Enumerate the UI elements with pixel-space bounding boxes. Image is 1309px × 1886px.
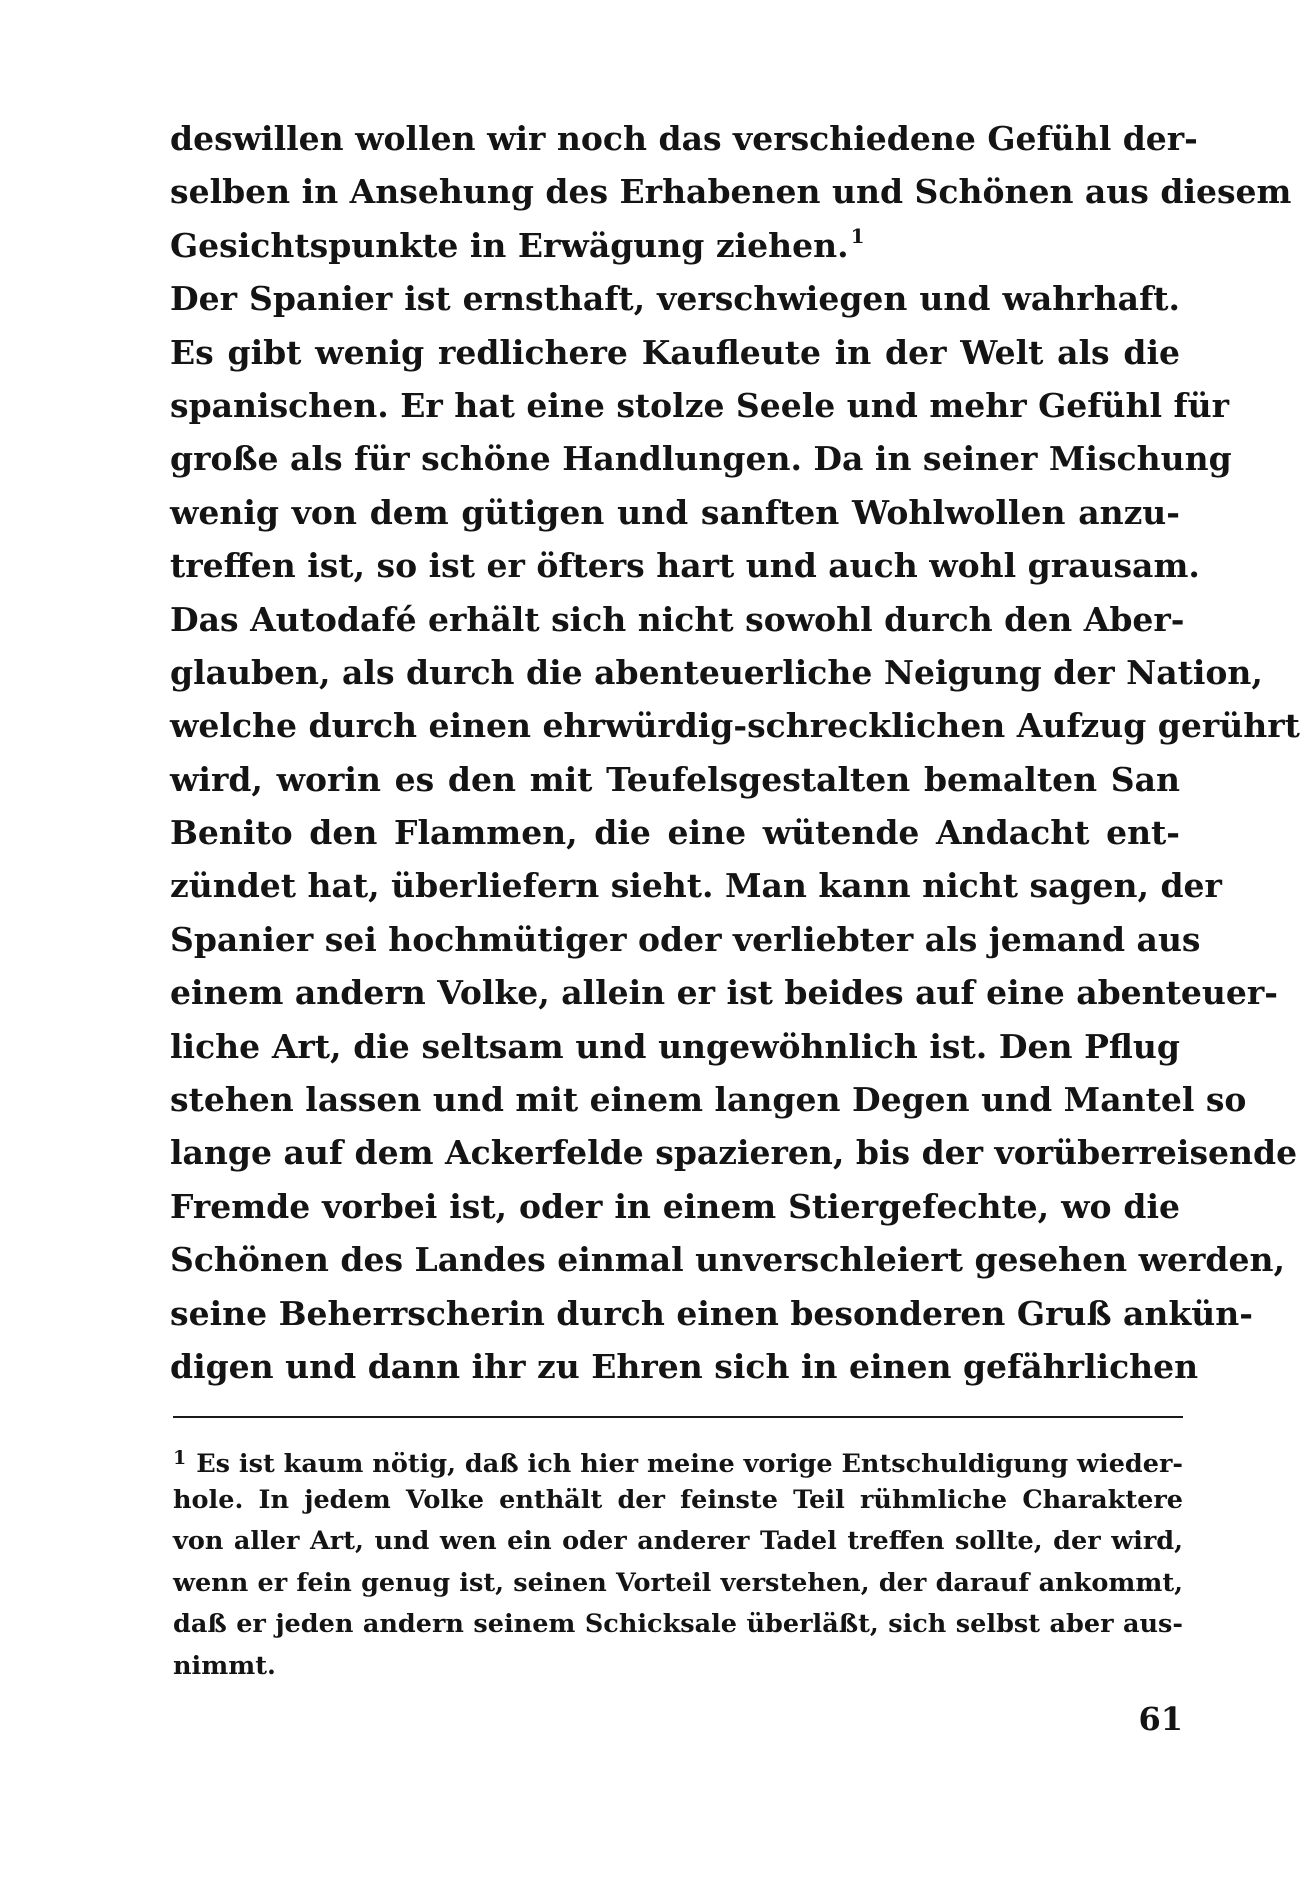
text-line: Es gibt wenig redlichere Kaufleute in der Welt als die	[170, 332, 1180, 372]
text-line: Schönen des Landes einmal unverschleiert gesehen werden,	[170, 1240, 1285, 1280]
footnote-line: hole. In jedem Volke enthält der feinste Teil rühmliche Charaktere	[173, 1484, 1183, 1515]
text-line: Spanier sei hochmütiger oder verliebter als jemand aus	[170, 919, 1201, 959]
footnote-line: nimmt.	[173, 1650, 276, 1681]
text-line: seine Beherrscherin durch einen besonderen Gruß ankün-	[170, 1293, 1253, 1333]
text-line: Der Spanier ist ernsthaft, verschwiegen und wahrhaft.	[170, 279, 1180, 319]
text-line: zündet hat, überliefern sieht. Man kann nicht sagen, der	[170, 866, 1222, 906]
footnote-divider	[173, 1416, 1183, 1418]
text-line: Benito den Flammen, die eine wütende Andacht ent-	[170, 813, 1180, 853]
text-line: liche Art, die seltsam und ungewöhnlich ist. Den Pflug	[170, 1026, 1180, 1066]
footnote-line: wenn er fein genug ist, seinen Vorteil verstehen, der darauf ankommt,	[173, 1567, 1183, 1598]
text-line: lange auf dem Ackerfelde spazieren, bis der vorüberreisende	[170, 1133, 1298, 1173]
text-line-content: Gesichtspunkte in Erwägung ziehen.	[170, 225, 849, 265]
text-line: Das Autodafé erhält sich nicht sowohl durch den Aber-	[170, 599, 1185, 639]
text-line: selben in Ansehung des Erhabenen und Schönen aus diesem	[170, 172, 1292, 212]
footnote	[173, 1438, 1183, 1688]
text-line: stehen lassen und mit einem langen Degen und Mantel so	[170, 1080, 1247, 1120]
text-line: spanischen. Er hat eine stolze Seele und mehr Gefühl für	[170, 385, 1230, 425]
text-line: große als für schöne Handlungen. Da in seiner Mischung	[170, 439, 1232, 479]
text-line: treffen ist, so ist er öfters hart und auch wohl grausam.	[170, 546, 1200, 586]
text-line: welche durch einen ehrwürdig-schrecklichen Aufzug gerührt	[170, 706, 1300, 746]
text-line: glauben, als durch die abenteuerliche Neigung der Nation,	[170, 652, 1263, 692]
footnote-marker: 1	[173, 1447, 187, 1469]
text-line: einem andern Volke, allein er ist beides auf eine abenteuer-	[170, 973, 1278, 1013]
footnote-line	[173, 1438, 1183, 1480]
main-text	[170, 112, 1300, 1393]
footnote-reference: 1	[850, 223, 865, 248]
text-line: wird, worin es den mit Teufelsgestalten bemalten San	[170, 759, 1180, 799]
text-line: digen und dann ihr zu Ehren sich in einen gefährlichen	[170, 1346, 1199, 1386]
text-line: wenig von dem gütigen und sanften Wohlwollen anzu-	[170, 492, 1180, 532]
footnote-line: von aller Art, und wen ein oder anderer Tadel treffen sollte, der wird,	[173, 1526, 1183, 1557]
page-number: 61	[1138, 1700, 1183, 1738]
footnote-line-content: Es ist kaum nötig, daß ich hier meine vorige Entschuldigung wieder-	[196, 1449, 1183, 1479]
text-line: Fremde vorbei ist, oder in einem Stiergefechte, wo die	[170, 1186, 1180, 1226]
text-line: deswillen wollen wir noch das verschiedene Gefühl der-	[170, 119, 1198, 158]
text-line	[170, 219, 1180, 272]
footnote-line: daß er jeden andern seinem Schicksale überläßt, sich selbst aber aus-	[173, 1609, 1183, 1640]
